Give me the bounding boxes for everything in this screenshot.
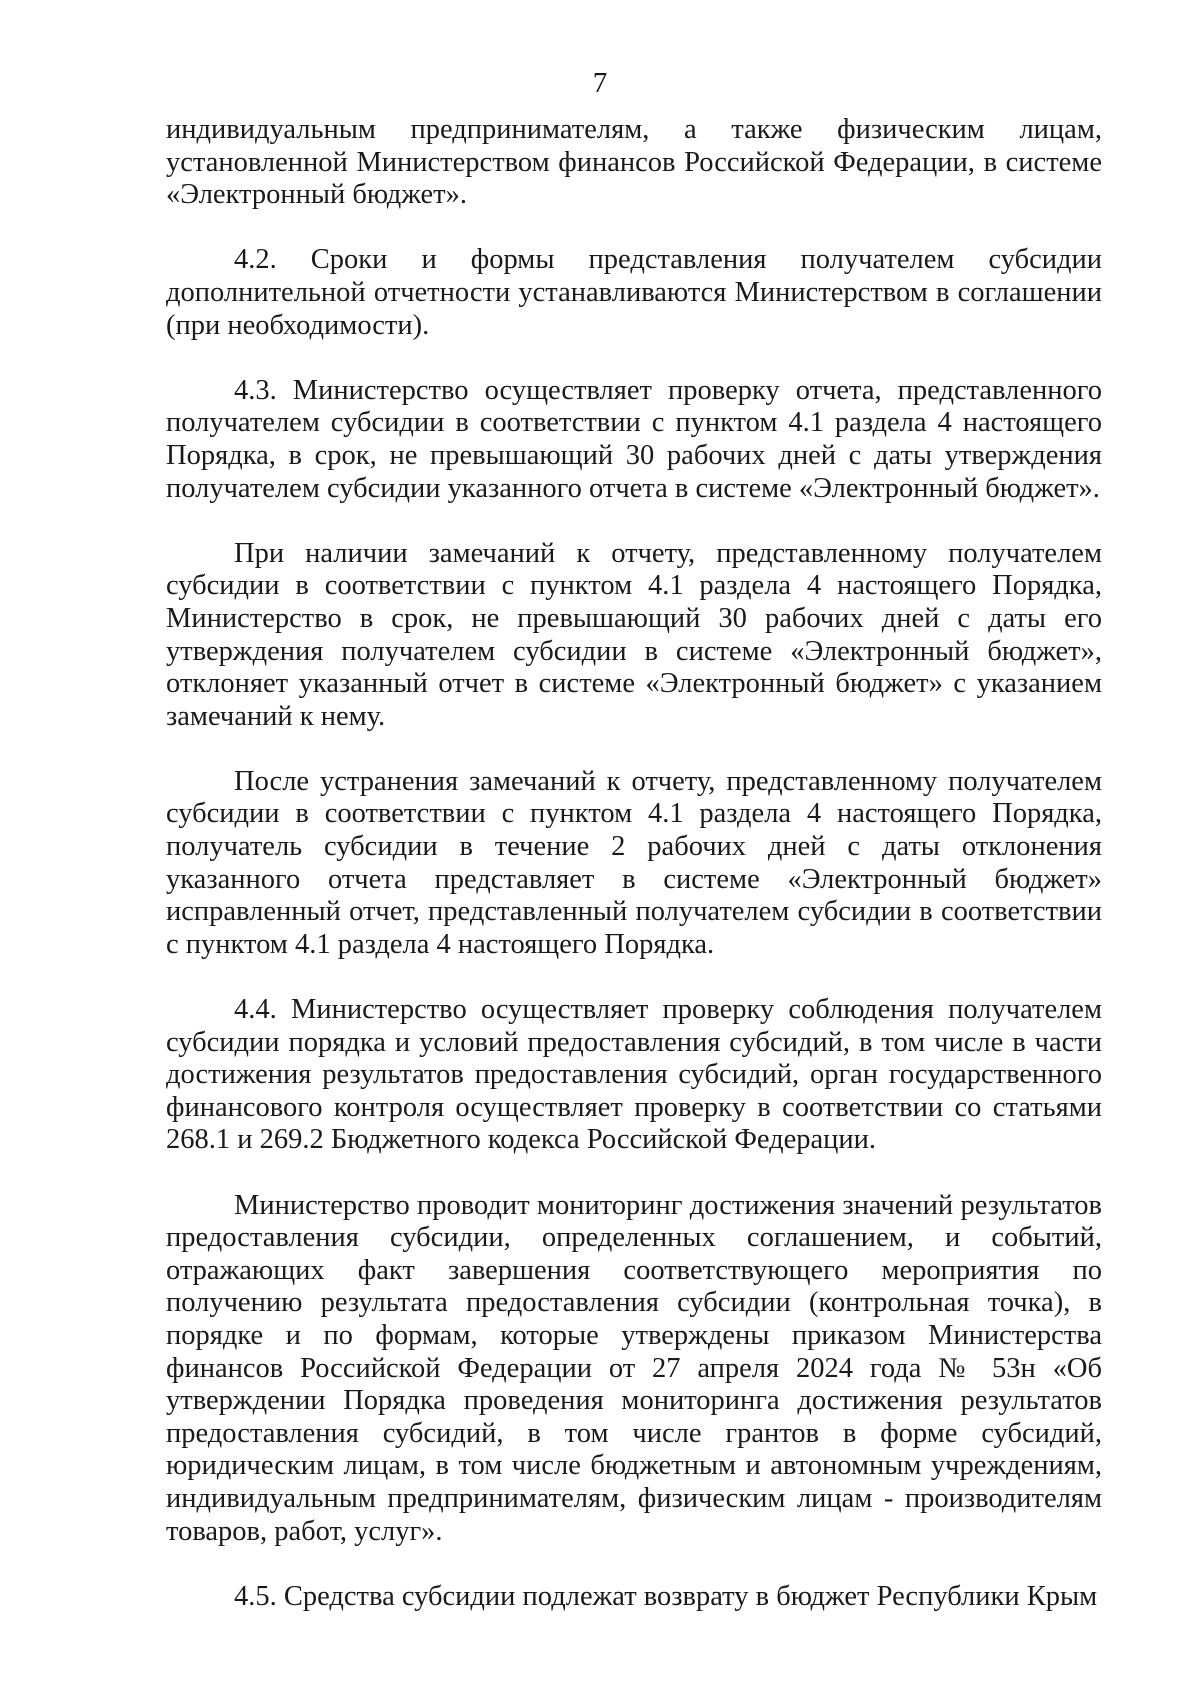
paragraph-monitoring: Министерство проводит мониторинг достижения значений результатов предоставления субсидии, определенных соглашением, и событий, отражающих факт завершения соответствующего мероприятия по получению результата предоставления субсидии (контрольная точка), в порядке и по формам, которые утверждены приказом Министерства финансов Российской Федерации от 27 апреля 2024 года № 53н «Об утверждении Порядка проведения мониторинга достижения результатов предоставления субсидий, в том числе грантов в форме субсидий, юридическим лицам, в том числе бюджетным и автономным учреждениям, индивидуальным предпринимателям, физическим лицам - производителям товаров, работ, услуг». xyxy=(166,1189,1102,1547)
page-number: 7 xyxy=(592,67,608,99)
paragraph-corrections: После устранения замечаний к отчету, представленному получателем субсидии в соответствии с пунктом 4.1 раздела 4 настоящего Порядка, получатель субсидии в течение 2 рабочих дней с даты отклонения указанного отчета представляет в системе «Электронный бюджет» исправленный отчет, представленный получателем субсидии в соответствии с пунктом 4.1 раздела 4 настоящего Порядка. xyxy=(166,765,1102,960)
paragraph-4-3: 4.3. Министерство осуществляет проверку отчета, представленного получателем субсидии в соответствии с пунктом 4.1 раздела 4 настоящего Порядка, в срок, не превышающий 30 рабочих дней с даты утверждения получателем субсидии указанного отчета в системе «Электронный бюджет». xyxy=(166,374,1102,504)
paragraph-remarks: При наличии замечаний к отчету, представленному получателем субсидии в соответствии с пунктом 4.1 раздела 4 настоящего Порядка, Министерство в срок, не превышающий 30 рабочих дней с даты его утверждения получателем субсидии в системе «Электронный бюджет», отклоняет указанный отчет в системе «Электронный бюджет» с указанием замечаний к нему. xyxy=(166,537,1102,732)
paragraph-continuation: индивидуальным предпринимателям, а также физическим лицам, установленной Министерством финансов Российской Федерации, в системе «Электронный бюджет». xyxy=(166,114,1102,211)
document-body xyxy=(166,114,1102,1613)
paragraph-4-5: 4.5. Средства субсидии подлежат возврату в бюджет Республики Крым xyxy=(234,1580,1098,1612)
paragraph-4-2: 4.2. Сроки и формы представления получателем субсидии дополнительной отчетности устанавливаются Министерством в соглашении (при необходимости). xyxy=(166,244,1102,341)
paragraph-4-4: 4.4. Министерство осуществляет проверку соблюдения получателем субсидии порядка и условий предоставления субсидий, в том числе в части достижения результатов предоставления субсидий, орган государственного финансового контроля осуществляет проверку в соответствии со статьями 268.1 и 269.2 Бюджетного кодекса Российской Федерации. xyxy=(166,994,1102,1156)
